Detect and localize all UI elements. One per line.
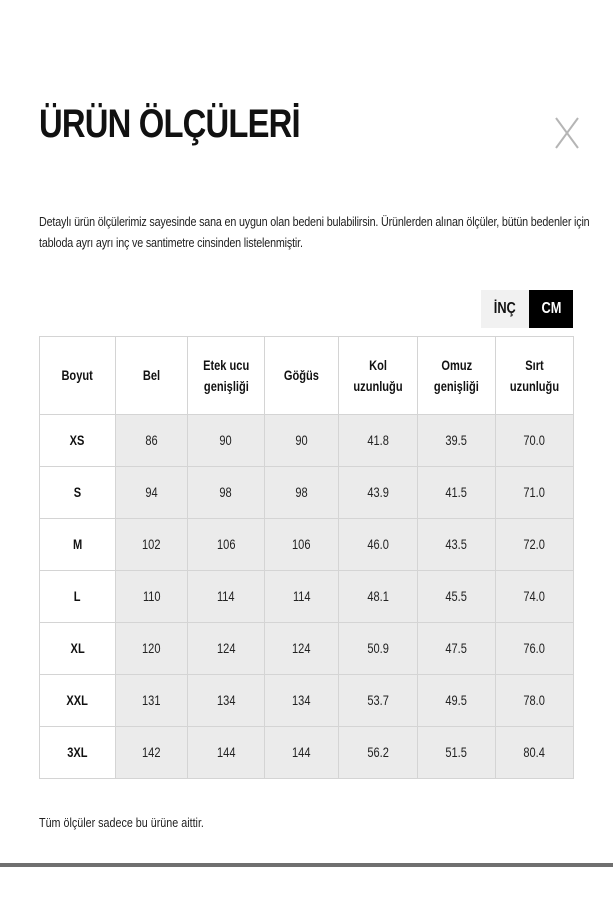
measurement-value: 90 [295, 433, 308, 448]
measurement-cell [116, 675, 188, 727]
table-body [40, 415, 574, 779]
close-button[interactable] [553, 116, 581, 150]
column-header [188, 337, 265, 415]
measurement-value: 74.0 [523, 589, 546, 604]
measurement-value: 142 [142, 745, 161, 760]
unit-toggle [481, 290, 573, 328]
table-header-row [40, 337, 574, 415]
column-header-label: Göğüs [283, 368, 320, 383]
table-row [40, 675, 574, 727]
measurement-value: 56.2 [367, 745, 389, 760]
measurement-value: 134 [292, 693, 311, 708]
measurement-value: 114 [292, 589, 311, 604]
size-cell [40, 519, 116, 571]
table-row [40, 571, 574, 623]
measurement-cell [339, 415, 418, 467]
measurement-cell [116, 623, 188, 675]
measurement-cell [418, 571, 496, 623]
measurement-cell [116, 519, 188, 571]
measurement-cell [418, 467, 496, 519]
measurement-value: 106 [216, 537, 236, 552]
description-line-2: tabloda ayrı ayrı inç ve santimetre cinsinden listelenmiştir. [39, 236, 303, 250]
description-line-1: Detaylı ürün ölçülerimiz sayesinde sana en uygun olan bedeni bulabilirsin. Ürünlerden alınan ölçüler, bütün bedenler için [39, 215, 590, 229]
measurement-value: 124 [216, 641, 236, 656]
unit-inch-button[interactable] [481, 290, 529, 328]
measurement-cell [339, 623, 418, 675]
measurement-cell [418, 623, 496, 675]
measurement-cell [188, 415, 265, 467]
measurement-cell [418, 519, 496, 571]
column-header [40, 337, 116, 415]
measurement-cell [496, 571, 574, 623]
column-header [418, 337, 496, 415]
measurement-cell [496, 727, 574, 779]
column-header-label: Kol uzunluğu [353, 357, 403, 394]
measurement-cell [188, 675, 265, 727]
column-header [265, 337, 339, 415]
bottom-divider [0, 863, 613, 867]
measurement-value: 131 [142, 693, 161, 708]
measurement-value: 124 [292, 641, 311, 656]
size-cell [40, 727, 116, 779]
measurement-value: 71.0 [523, 485, 546, 500]
measurement-cell [339, 675, 418, 727]
measurement-value: 86 [145, 433, 158, 448]
page-title: ÜRÜN ÖLÇÜLERİ [39, 102, 300, 146]
table-row [40, 467, 574, 519]
column-header-label: Omuz [441, 357, 472, 373]
measurement-cell [496, 415, 574, 467]
measurement-value: 50.9 [367, 641, 389, 656]
measurement-value: 48.1 [367, 589, 389, 604]
column-header-label: genişliği [434, 378, 479, 394]
measurement-cell [265, 519, 339, 571]
measurement-value: 98 [295, 485, 308, 500]
measurement-value: 120 [142, 641, 161, 656]
measurement-value: 80.4 [523, 745, 546, 760]
measurement-value: 90 [219, 433, 233, 448]
measurement-value: 41.8 [367, 433, 389, 448]
measurement-value: 114 [217, 589, 235, 604]
measurement-value: 98 [219, 485, 233, 500]
table-row [40, 415, 574, 467]
size-label: XL [70, 641, 85, 656]
measurement-value: 94 [145, 485, 158, 500]
unit-cm-button[interactable] [529, 290, 573, 328]
measurement-cell [265, 675, 339, 727]
close-icon [553, 116, 581, 150]
table-row [40, 623, 574, 675]
column-header-label: Sırt uzunluğu [509, 357, 560, 394]
measurement-value: 78.0 [523, 693, 546, 708]
measurement-cell [188, 727, 265, 779]
measurement-cell [496, 467, 574, 519]
measurement-cell [418, 727, 496, 779]
column-header-label: Etek ucu [202, 357, 250, 373]
measurement-cell [265, 415, 339, 467]
column-header-label: genişliği [203, 378, 249, 394]
measurement-cell [496, 623, 574, 675]
size-label: M [72, 537, 83, 552]
unit-cm-label: CM [541, 300, 561, 317]
measurement-cell [265, 727, 339, 779]
footnote-text: Tüm ölçüler sadece bu ürüne aittir. [39, 816, 204, 830]
measurement-cell [188, 467, 265, 519]
measurement-value: 134 [216, 693, 236, 708]
measurement-value: 72.0 [523, 537, 546, 552]
size-cell [40, 415, 116, 467]
table-row [40, 519, 574, 571]
column-header-label: Boyut [61, 368, 94, 383]
size-table [39, 336, 574, 779]
measurement-value: 76.0 [523, 641, 546, 656]
size-cell [40, 571, 116, 623]
column-header-label: Bel [142, 368, 161, 383]
measurement-cell [339, 571, 418, 623]
size-cell [40, 623, 116, 675]
size-label: XXL [66, 693, 89, 708]
measurement-cell [496, 519, 574, 571]
measurement-value: 53.7 [367, 693, 389, 708]
measurement-cell [188, 571, 265, 623]
measurement-value: 45.5 [445, 589, 468, 604]
measurement-value: 43.5 [445, 537, 468, 552]
column-header [496, 337, 574, 415]
size-cell [40, 467, 116, 519]
footnote [39, 816, 231, 830]
measurement-cell [116, 727, 188, 779]
measurement-cell [116, 467, 188, 519]
measurement-value: 39.5 [445, 433, 468, 448]
measurement-value: 144 [216, 745, 236, 760]
measurement-value: 46.0 [367, 537, 389, 552]
measurement-cell [188, 519, 265, 571]
measurement-cell [418, 415, 496, 467]
measurement-cell [265, 467, 339, 519]
measurement-cell [339, 519, 418, 571]
description [39, 212, 599, 254]
measurement-value: 43.9 [367, 485, 389, 500]
size-label: XS [70, 433, 85, 448]
measurement-value: 49.5 [445, 693, 468, 708]
measurement-cell [339, 467, 418, 519]
unit-inch-label: İNÇ [493, 300, 517, 317]
column-header [116, 337, 188, 415]
measurement-value: 51.5 [445, 745, 468, 760]
measurement-value: 47.5 [445, 641, 468, 656]
measurement-cell [116, 571, 188, 623]
measurement-cell [188, 623, 265, 675]
measurement-value: 102 [142, 537, 161, 552]
table-row [40, 727, 574, 779]
size-label: L [74, 589, 81, 604]
column-header [339, 337, 418, 415]
measurement-cell [116, 415, 188, 467]
measurement-value: 70.0 [523, 433, 546, 448]
measurement-cell [265, 571, 339, 623]
size-label: 3XL [67, 745, 88, 760]
measurement-value: 144 [292, 745, 311, 760]
measurement-cell [418, 675, 496, 727]
measurement-cell [339, 727, 418, 779]
size-cell [40, 675, 116, 727]
measurement-value: 110 [142, 589, 161, 604]
measurement-value: 41.5 [445, 485, 468, 500]
measurement-value: 106 [292, 537, 311, 552]
size-label: S [73, 485, 82, 500]
measurement-cell [496, 675, 574, 727]
measurement-cell [265, 623, 339, 675]
